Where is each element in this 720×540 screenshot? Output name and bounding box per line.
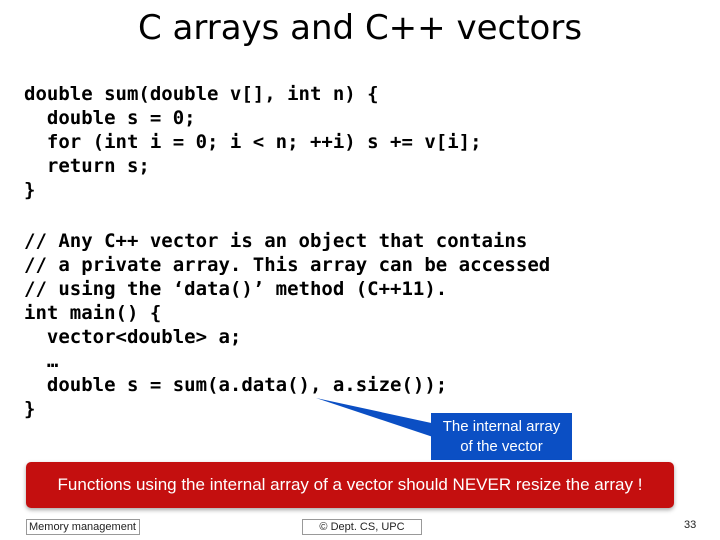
footer-copyright: © Dept. CS, UPC <box>302 519 422 535</box>
code-line: for (int i = 0; i < n; ++i) s += v[i]; <box>24 131 482 153</box>
code-line: // Any C++ vector is an object that contains <box>24 230 528 252</box>
code-line: } <box>24 398 36 420</box>
code-line: } <box>24 179 36 201</box>
code-line: … <box>24 350 59 372</box>
code-line: double sum(double v[], int n) { <box>24 83 379 105</box>
code-line: double s = sum(a.data(), a.size()); <box>24 374 448 396</box>
code-line: double s = 0; <box>24 107 196 129</box>
code-line: int main() { <box>24 302 162 324</box>
code-line: vector<double> a; <box>24 326 242 348</box>
footer-section-label: Memory management <box>26 519 140 535</box>
callout-line-2: of the vector <box>460 437 543 455</box>
callout-line-1: The internal array <box>442 417 561 435</box>
code-line: return s; <box>24 155 150 177</box>
callout-pointer-shape <box>316 398 436 438</box>
callout-box <box>431 413 572 460</box>
slide-number: 33 <box>684 519 697 531</box>
warning-banner: Functions using the internal array of a vector should NEVER resize the array ! <box>26 462 674 508</box>
code-line: // using the ‘data()’ method (C++11). <box>24 278 448 300</box>
code-line: // a private array. This array can be accessed <box>24 254 551 276</box>
slide-title: C arrays and C++ vectors <box>137 8 583 48</box>
